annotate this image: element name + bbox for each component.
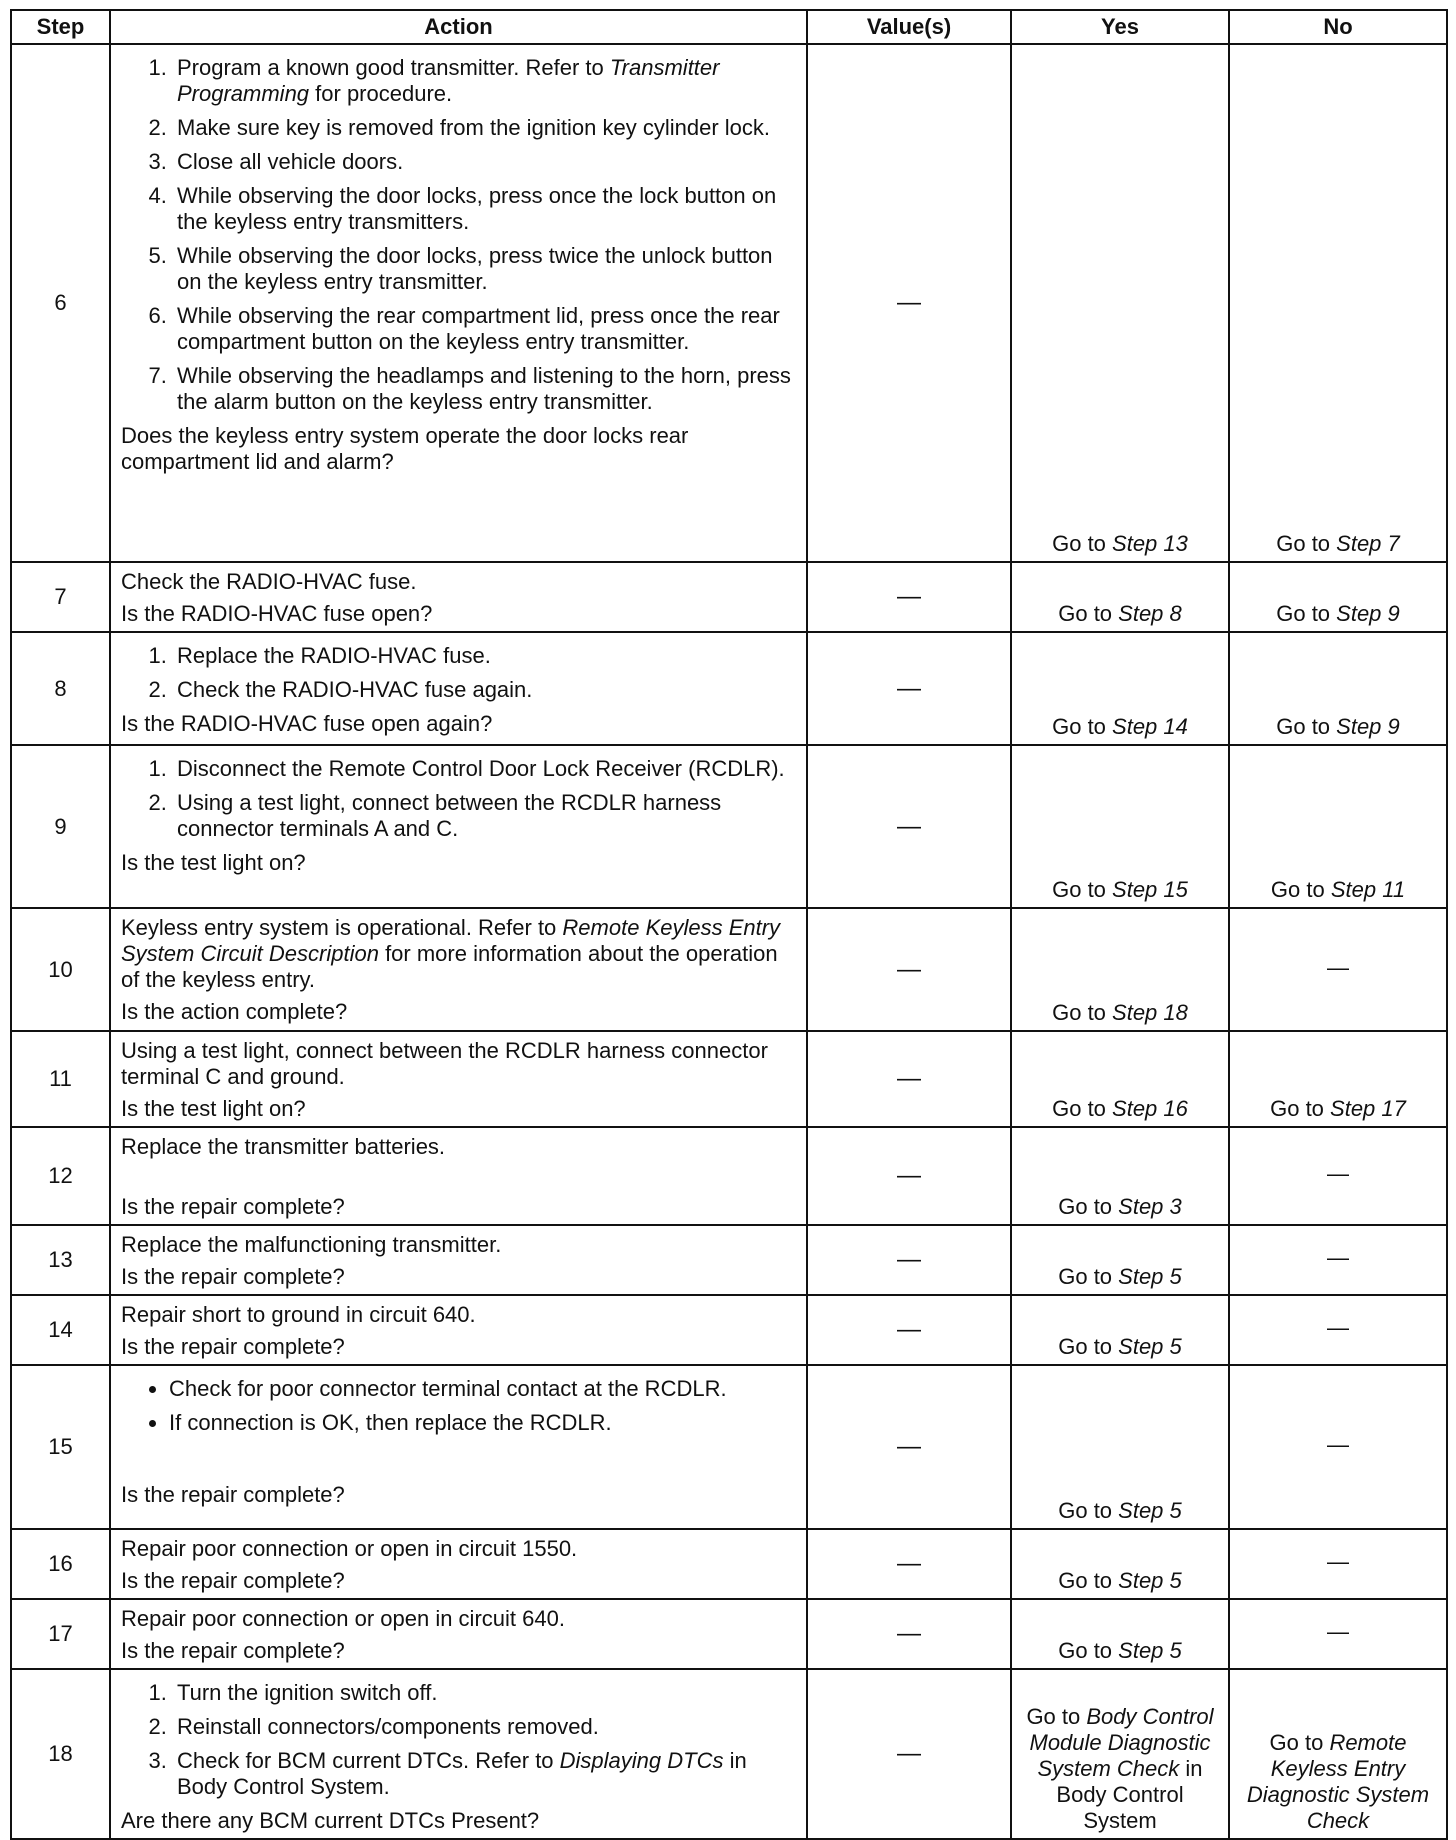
- question-text: Is the repair complete?: [121, 1334, 345, 1359]
- yes-cell: Go to Step 8: [1011, 562, 1229, 632]
- yes-cell: Go to Step 5: [1011, 1295, 1229, 1365]
- procedure-list: [121, 643, 796, 703]
- list-item: 6. While observing the rear compartment lid, press once the rear compartment button on the keyless entry transmitter.: [173, 303, 796, 355]
- action-cell: [110, 1529, 807, 1599]
- action-cell: [110, 562, 807, 632]
- value-cell: —: [807, 1529, 1011, 1599]
- yes-cell: Go to Step 5: [1011, 1225, 1229, 1295]
- step-number: 8: [11, 632, 110, 745]
- action-cell: [110, 1295, 807, 1365]
- table-row: [11, 745, 1447, 908]
- step-number: 18: [11, 1669, 110, 1839]
- value-cell: —: [807, 1365, 1011, 1529]
- table-row: [11, 1529, 1447, 1599]
- list-item: 3. Check for BCM current DTCs. Refer to Displaying DTCs in Body Control System.: [173, 1748, 796, 1800]
- action-text: Repair short to ground in circuit 640.: [121, 1302, 476, 1327]
- no-cell: —: [1229, 1225, 1447, 1295]
- question-text: Is the repair complete?: [121, 1264, 345, 1289]
- question-text: Is the repair complete?: [121, 1482, 345, 1507]
- yes-cell: Go to Step 15: [1011, 745, 1229, 908]
- list-item: 1. Program a known good transmitter. Refer to Transmitter Programming for procedure.: [173, 55, 796, 107]
- yes-cell: Go to Step 5: [1011, 1365, 1229, 1529]
- action-cell: [110, 1225, 807, 1295]
- no-cell: Go to Step 9: [1229, 632, 1447, 745]
- header-step: Step: [11, 10, 110, 44]
- value-cell: —: [807, 44, 1011, 562]
- list-item: • If connection is OK, then replace the RCDLR.: [169, 1410, 796, 1436]
- step-number: 6: [11, 44, 110, 562]
- table-row: [11, 1225, 1447, 1295]
- table-row: [11, 632, 1447, 745]
- step-number: 13: [11, 1225, 110, 1295]
- value-cell: —: [807, 562, 1011, 632]
- value-cell: —: [807, 1599, 1011, 1669]
- question-text: Is the repair complete?: [121, 1194, 345, 1219]
- action-text: Replace the transmitter batteries.: [121, 1134, 446, 1159]
- no-cell: —: [1229, 1529, 1447, 1599]
- list-item: 1. Replace the RADIO-HVAC fuse.: [173, 643, 796, 669]
- action-text: Repair poor connection or open in circuit 640.: [121, 1606, 565, 1631]
- procedure-list: [121, 1680, 796, 1800]
- value-cell: —: [807, 1031, 1011, 1127]
- header-yes: Yes: [1011, 10, 1229, 44]
- list-item: 4. While observing the door locks, press once the lock button on the keyless entry transmitters.: [173, 183, 796, 235]
- question-text: Is the repair complete?: [121, 1638, 345, 1663]
- step-number: 17: [11, 1599, 110, 1669]
- yes-cell: Go to Step 16: [1011, 1031, 1229, 1127]
- list-item: 3. Close all vehicle doors.: [173, 149, 796, 175]
- action-cell: [110, 1365, 807, 1529]
- no-cell: Go to Step 9: [1229, 562, 1447, 632]
- step-number: 7: [11, 562, 110, 632]
- question-text: Are there any BCM current DTCs Present?: [121, 1808, 540, 1833]
- table-header: [11, 10, 1447, 44]
- question-text: Is the RADIO-HVAC fuse open again?: [121, 711, 493, 736]
- value-cell: —: [807, 1669, 1011, 1839]
- table-row: [11, 1127, 1447, 1225]
- action-text: Using a test light, connect between the RCDLR harness connector terminal C and ground.: [121, 1038, 768, 1089]
- no-cell: Go to Remote Keyless Entry Diagnostic System Check: [1229, 1669, 1447, 1839]
- yes-cell: Go to Step 18: [1011, 908, 1229, 1031]
- table-row: [11, 1669, 1447, 1839]
- no-cell: —: [1229, 1295, 1447, 1365]
- question-text: Is the action complete?: [121, 999, 348, 1024]
- list-item: 2. Using a test light, connect between the RCDLR harness connector terminals A and C.: [173, 790, 796, 842]
- step-number: 15: [11, 1365, 110, 1529]
- diagnostic-table: [10, 9, 1448, 1840]
- list-item: 5. While observing the door locks, press twice the unlock button on the keyless entry transmitter.: [173, 243, 796, 295]
- step-number: 14: [11, 1295, 110, 1365]
- list-item: • Check for poor connector terminal contact at the RCDLR.: [169, 1376, 796, 1402]
- no-cell: —: [1229, 908, 1447, 1031]
- step-number: 10: [11, 908, 110, 1031]
- list-item: 1. Disconnect the Remote Control Door Lock Receiver (RCDLR).: [173, 756, 796, 782]
- no-cell: Go to Step 11: [1229, 745, 1447, 908]
- procedure-list: [121, 756, 796, 842]
- step-number: 11: [11, 1031, 110, 1127]
- header-action: Action: [110, 10, 807, 44]
- value-cell: —: [807, 1295, 1011, 1365]
- value-cell: —: [807, 908, 1011, 1031]
- value-cell: —: [807, 745, 1011, 908]
- yes-cell: Go to Step 5: [1011, 1599, 1229, 1669]
- table-row: [11, 908, 1447, 1031]
- no-cell: —: [1229, 1365, 1447, 1529]
- question-text: Is the repair complete?: [121, 1568, 345, 1593]
- action-cell: [110, 1031, 807, 1127]
- question-text: Is the test light on?: [121, 1096, 306, 1121]
- action-cell: [110, 908, 807, 1031]
- step-number: 9: [11, 745, 110, 908]
- question-text: Is the test light on?: [121, 850, 306, 875]
- yes-cell: Go to Step 3: [1011, 1127, 1229, 1225]
- value-cell: —: [807, 1127, 1011, 1225]
- procedure-list: [121, 55, 796, 415]
- table-row: [11, 44, 1447, 562]
- value-cell: —: [807, 1225, 1011, 1295]
- yes-cell: Go to Step 5: [1011, 1529, 1229, 1599]
- action-text: Replace the malfunctioning transmitter.: [121, 1232, 502, 1257]
- action-text: Keyless entry system is operational. Refer to Remote Keyless Entry System Circuit Description for more information about the operation of the keyless entry.: [121, 915, 781, 992]
- action-text: Repair poor connection or open in circuit 1550.: [121, 1536, 578, 1561]
- list-item: 2. Reinstall connectors/components removed.: [173, 1714, 796, 1740]
- list-item: 2. Check the RADIO-HVAC fuse again.: [173, 677, 796, 703]
- action-cell: [110, 745, 807, 908]
- no-cell: —: [1229, 1127, 1447, 1225]
- bullet-list: [121, 1376, 796, 1436]
- no-cell: —: [1229, 1599, 1447, 1669]
- list-item: 2. Make sure key is removed from the ignition key cylinder lock.: [173, 115, 796, 141]
- table-row: [11, 1365, 1447, 1529]
- action-cell: [110, 632, 807, 745]
- action-cell: [110, 44, 807, 562]
- no-cell: Go to Step 17: [1229, 1031, 1447, 1127]
- yes-cell: Go to Step 14: [1011, 632, 1229, 745]
- question-text: Does the keyless entry system operate the door locks rear compartment lid and alarm?: [121, 423, 689, 474]
- action-cell: [110, 1127, 807, 1225]
- header-values: Value(s): [807, 10, 1011, 44]
- action-text: Check the RADIO-HVAC fuse.: [121, 569, 417, 594]
- list-item: 7. While observing the headlamps and listening to the horn, press the alarm button on the keyless entry transmitter.: [173, 363, 796, 415]
- header-row: [11, 10, 1447, 44]
- yes-cell: Go to Step 13: [1011, 44, 1229, 562]
- step-number: 12: [11, 1127, 110, 1225]
- step-number: 16: [11, 1529, 110, 1599]
- table-row: [11, 562, 1447, 632]
- yes-cell: Go to Body Control Module Diagnostic System Check in Body Control System: [1011, 1669, 1229, 1839]
- table-row: [11, 1031, 1447, 1127]
- question-text: Is the RADIO-HVAC fuse open?: [121, 601, 433, 626]
- table-row: [11, 1295, 1447, 1365]
- value-cell: —: [807, 632, 1011, 745]
- header-no: No: [1229, 10, 1447, 44]
- list-item: 1. Turn the ignition switch off.: [173, 1680, 796, 1706]
- no-cell: Go to Step 7: [1229, 44, 1447, 562]
- action-cell: [110, 1669, 807, 1839]
- table-row: [11, 1599, 1447, 1669]
- action-cell: [110, 1599, 807, 1669]
